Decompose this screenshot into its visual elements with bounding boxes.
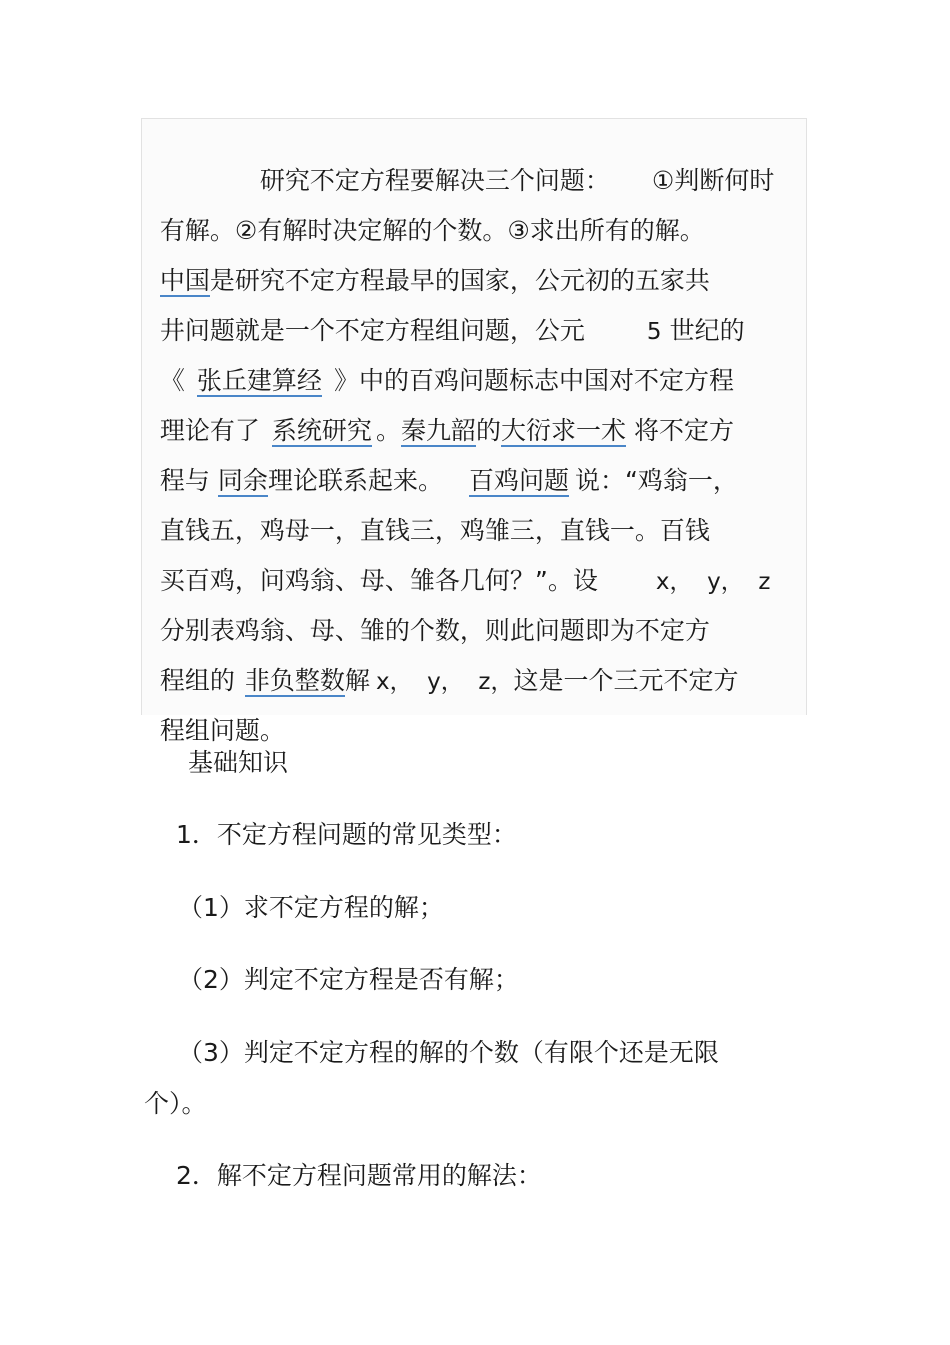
intro-text: 研究不定方程要解决三个问题： (259, 166, 610, 195)
intro-line-6 (144, 371, 735, 445)
intro-text: 将不定方 (634, 416, 735, 445)
century-number: 5 (646, 319, 662, 345)
variables-xyz: x， y， z， (375, 669, 514, 695)
intro-text: 说：“鸡翁一， (574, 466, 738, 495)
link-zhangqiujian[interactable]: 张丘建算经 (196, 366, 322, 395)
intro-line-7 (144, 421, 738, 495)
sub-item-3: （3）判定不定方程的解的个数（有限个还是无限 (178, 1038, 719, 1067)
intro-line-11 (144, 621, 739, 695)
intro-text: 直钱五，鸡母一，直钱三，鸡雏三，直钱一。百钱 (159, 516, 710, 545)
intro-text: 这是一个三元不定方 (513, 666, 739, 695)
intro-text: 买百鸡，问鸡翁、母、雏各几何？”。设 (159, 566, 598, 595)
link-tongyu[interactable]: 同余 (217, 466, 268, 495)
link-xitongyanjiu[interactable]: 系统研究 (271, 416, 372, 445)
intro-line-8 (144, 471, 710, 545)
intro-text: ①判断何时 (651, 166, 775, 195)
sub-item-3-cont: 个）。 (144, 1089, 207, 1118)
section-title: 基础知识 (188, 748, 289, 777)
list-item-1: 1．不定方程问题的常见类型： (176, 820, 517, 849)
intro-line-1 (144, 121, 775, 195)
intro-text: 解 (344, 666, 370, 695)
sub-item-2: （2）判定不定方程是否有解； (178, 965, 519, 994)
variables-xyz: x， y， z (655, 569, 771, 595)
intro-text: 程组问题。 (159, 716, 285, 745)
link-qinjiushao[interactable]: 秦九韶 (400, 416, 476, 445)
intro-text: 程与 (159, 466, 210, 495)
intro-line-5 (144, 321, 734, 395)
intro-text: 《 (159, 366, 185, 395)
intro-text: 井问题就是一个不定方程组问题，公元 (159, 316, 585, 345)
intro-text: 的 (475, 416, 501, 445)
intro-text: 理论有了 (159, 416, 260, 445)
list-item-2: 2．解不定方程问题常用的解法： (176, 1161, 542, 1190)
intro-text: 理论联系起来。 (267, 466, 443, 495)
intro-line-9 (144, 521, 771, 595)
link-baijiwenti[interactable]: 百鸡问题 (468, 466, 569, 495)
intro-line-12 (144, 671, 285, 745)
intro-line-10 (144, 571, 710, 645)
intro-line-2 (144, 171, 705, 245)
intro-line-3 (144, 221, 710, 295)
intro-text: 。 (375, 416, 401, 445)
link-zhongguo[interactable]: 中国 (159, 266, 210, 295)
intro-text: 》中的百鸡问题标志中国对不定方程 (333, 366, 734, 395)
intro-text: 世纪的 (669, 316, 745, 345)
intro-text: 程组的 (159, 666, 235, 695)
intro-text: 分别表鸡翁、母、雏的个数，则此问题即为不定方 (159, 616, 710, 645)
intro-line-4 (144, 271, 745, 345)
link-dayanqiuyishu[interactable]: 大衍求一术 (500, 416, 626, 445)
intro-text: 是研究不定方程最早的国家，公元初的五家共 (209, 266, 710, 295)
intro-text: 有解。②有解时决定解的个数。③求出所有的解。 (159, 216, 705, 245)
link-feifuzhengshu[interactable]: 非负整数 (244, 666, 345, 695)
sub-item-1: （1）求不定方程的解； (178, 893, 444, 922)
